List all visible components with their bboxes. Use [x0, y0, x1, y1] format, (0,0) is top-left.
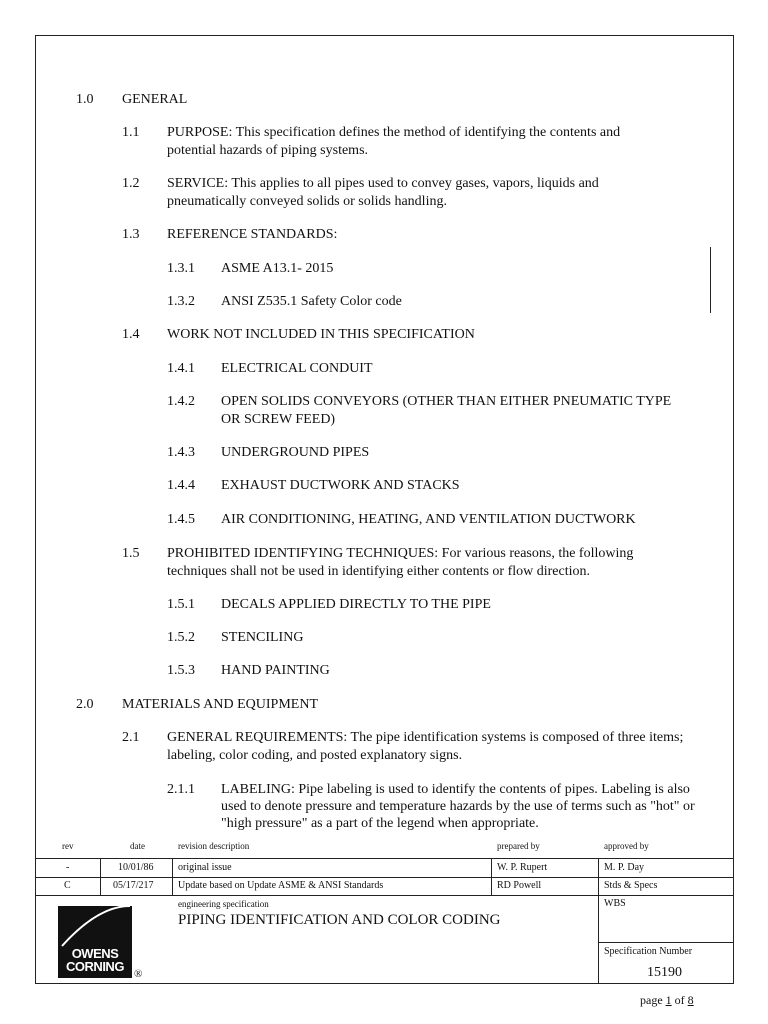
- revision-approved-by: Stds & Specs: [604, 880, 658, 891]
- section-text: ANSI Z535.1 Safety Color code: [221, 294, 402, 309]
- section-number: 1.5.2: [167, 630, 195, 645]
- table-line: [598, 858, 599, 984]
- section-title: MATERIALS AND EQUIPMENT: [122, 697, 318, 712]
- table-line: [598, 942, 734, 943]
- document-title: PIPING IDENTIFICATION AND COLOR CODING: [178, 912, 501, 928]
- spec-number: 15190: [647, 965, 682, 980]
- logo-line-1: OWENS: [71, 946, 119, 961]
- revision-prepared-by: W. P. Rupert: [497, 862, 548, 873]
- section-text: SERVICE: This applies to all pipes used to convey gases, vapors, liquids and pneumatically conveyed solids or solids handling.: [167, 176, 599, 209]
- prepared-by-header: prepared by: [497, 841, 540, 851]
- revision-description: original issue: [178, 862, 232, 873]
- wbs-label: WBS: [604, 898, 626, 909]
- section-text: DECALS APPLIED DIRECTLY TO THE PIPE: [221, 597, 491, 612]
- table-line: [35, 895, 734, 896]
- section-number: 1.5.1: [167, 597, 195, 612]
- rev-header: rev: [62, 841, 74, 851]
- page-indicator: [640, 991, 694, 1009]
- date-header: date: [130, 841, 145, 851]
- section-text: UNDERGROUND PIPES: [221, 445, 370, 460]
- table-line: [35, 877, 734, 878]
- section-text: STENCILING: [221, 630, 304, 645]
- section-text: REFERENCE STANDARDS:: [167, 227, 338, 242]
- table-line: [172, 858, 173, 895]
- section-number: 1.4.1: [167, 361, 195, 376]
- section-number: 1.3.1: [167, 261, 195, 276]
- section-text: GENERAL REQUIREMENTS: The pipe identification systems is composed of three items; labeling, color coding, and posted explanatory signs.: [167, 730, 684, 763]
- section-number: 1.4.4: [167, 478, 195, 493]
- revision-rev: -: [66, 862, 70, 873]
- revision-approved-by: M. P. Day: [604, 862, 645, 873]
- section-number: 1.5: [122, 546, 140, 561]
- section-number: 1.1: [122, 125, 140, 140]
- section-number: 1.2: [122, 176, 140, 191]
- section-text: EXHAUST DUCTWORK AND STACKS: [221, 478, 460, 493]
- table-line: [100, 858, 101, 895]
- revision-rev: C: [64, 880, 71, 891]
- section-number: 1.4: [122, 327, 140, 342]
- section-number: 2.0: [76, 697, 94, 712]
- approved-by-header: approved by: [604, 841, 649, 851]
- section-text: LABELING: Pipe labeling is used to identify the contents of pipes. Labeling is also used to denote pressure and temperature hazards by the use of terms such as "hot" or "high pressure" as a part of the legend when appropriate.: [221, 782, 695, 831]
- revision-description: Update based on Update ASME & ANSI Standards: [178, 880, 384, 891]
- table-line: [491, 858, 492, 895]
- revision-prepared-by: RD Powell: [497, 880, 542, 891]
- section-text: PURPOSE: This specification defines the method of identifying the contents and potential hazards of piping systems.: [167, 125, 621, 158]
- revision-date: 10/01/86: [118, 862, 154, 873]
- page-prefix: page: [640, 993, 663, 1007]
- section-text: OPEN SOLIDS CONVEYORS (OTHER THAN EITHER PNEUMATIC TYPE OR SCREW FEED): [221, 394, 672, 427]
- section-number: 1.5.3: [167, 663, 195, 678]
- section-text: ELECTRICAL CONDUIT: [221, 361, 373, 376]
- section-text: HAND PAINTING: [221, 663, 330, 678]
- section-number: 1.3: [122, 227, 140, 242]
- section-title: GENERAL: [122, 92, 188, 107]
- logo-line-2: CORNING: [66, 959, 124, 974]
- table-line: [35, 858, 734, 859]
- section-number: 2.1.1: [167, 782, 195, 797]
- section-number: 1.4.5: [167, 512, 195, 527]
- revision-change-bar: [710, 247, 711, 313]
- page-of: of: [674, 993, 685, 1007]
- page-total: 8: [687, 993, 694, 1007]
- registered-mark: ®: [134, 968, 143, 980]
- section-text: AIR CONDITIONING, HEATING, AND VENTILATION DUCTWORK: [221, 512, 636, 527]
- section-number: 2.1: [122, 730, 140, 745]
- revision-date: 05/17/217: [113, 880, 154, 891]
- section-number: 1.4.3: [167, 445, 195, 460]
- section-number: 1.0: [76, 92, 94, 107]
- page-current: 1: [665, 993, 672, 1007]
- section-text: WORK NOT INCLUDED IN THIS SPECIFICATION: [167, 327, 475, 342]
- owens-corning-logo: [58, 906, 132, 978]
- spec-number-label: Specification Number: [604, 946, 693, 957]
- section-text: ASME A13.1- 2015: [221, 261, 334, 276]
- description-header: revision description: [178, 841, 250, 851]
- engineering-spec-label: engineering specification: [178, 899, 269, 909]
- section-number: 1.3.2: [167, 294, 195, 309]
- section-number: 1.4.2: [167, 394, 195, 409]
- section-text: PROHIBITED IDENTIFYING TECHNIQUES: For various reasons, the following techniques shall not be used in identifying either contents or flow direction.: [167, 546, 634, 579]
